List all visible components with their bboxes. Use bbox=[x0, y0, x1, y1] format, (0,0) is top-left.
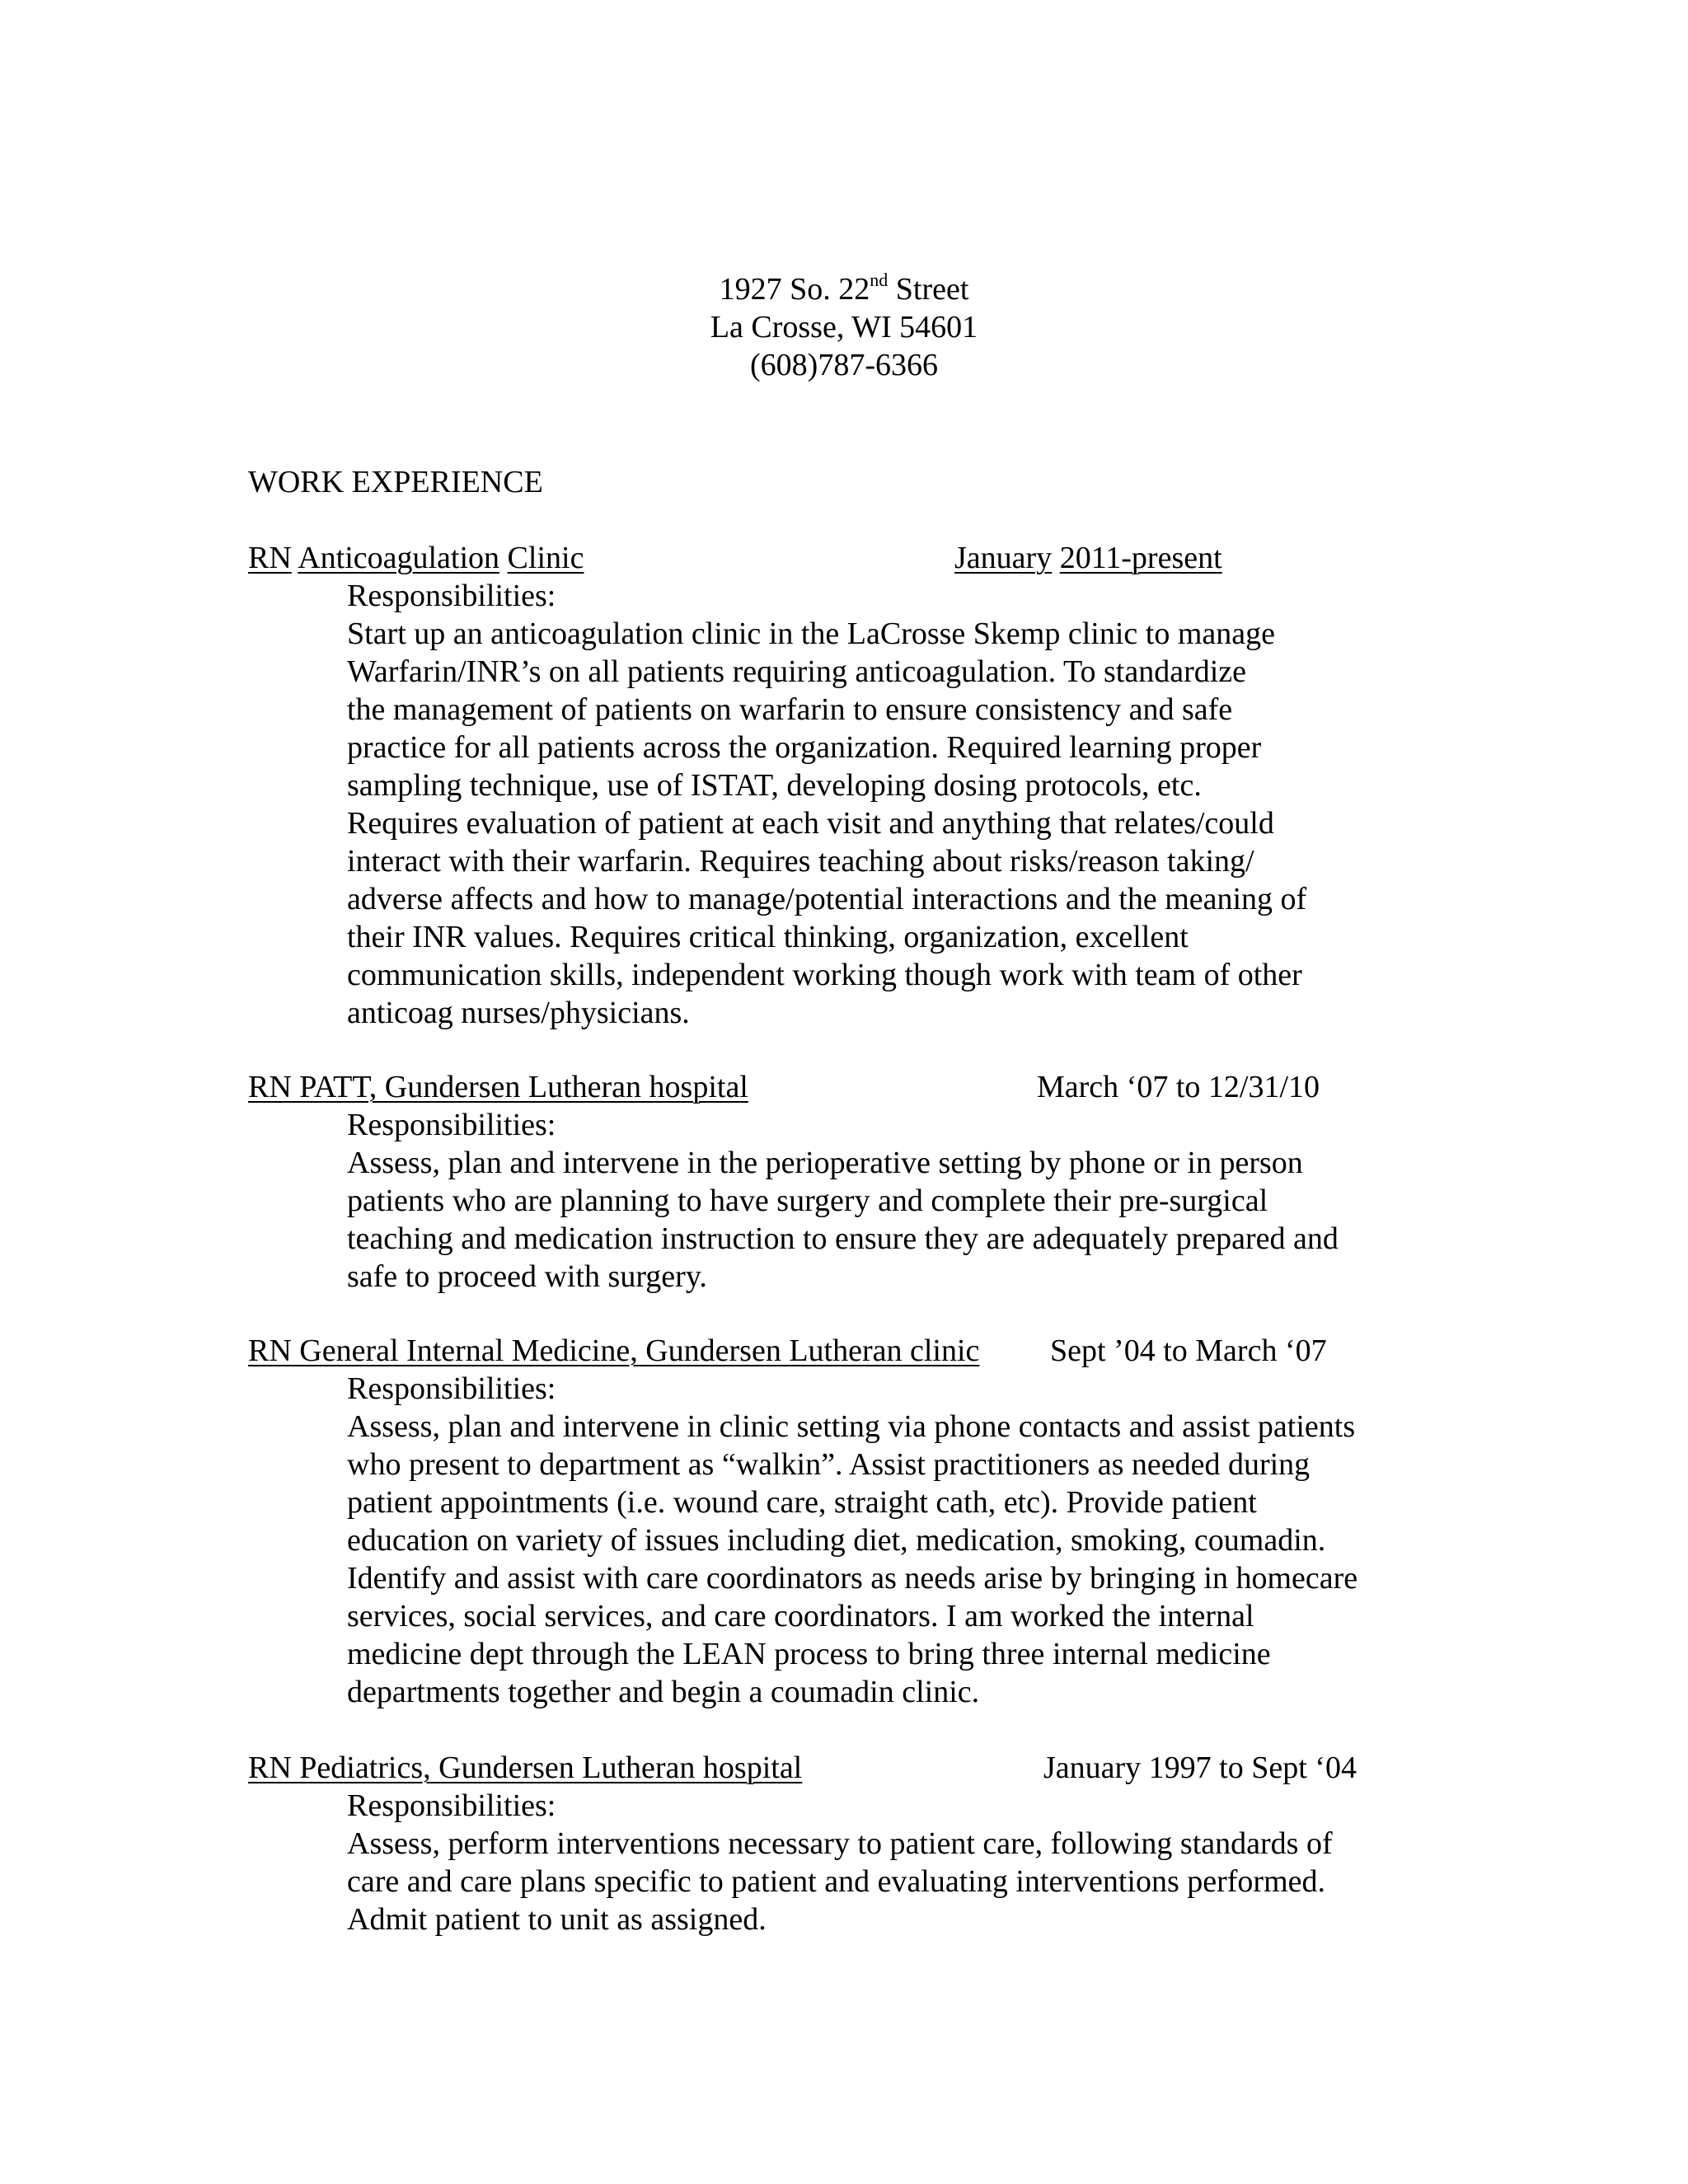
job-body bbox=[347, 1370, 1534, 1711]
responsibilities-label: Responsibilities: bbox=[347, 1371, 556, 1406]
description-line: Warfarin/INR’s on all patients requiring anticoagulation. To standardize bbox=[347, 654, 1247, 689]
responsibilities-label: Responsibilities: bbox=[347, 579, 556, 613]
description-line: departments together and begin a coumadin clinic. bbox=[347, 1675, 980, 1709]
street-number: 1927 So. 22 bbox=[719, 272, 870, 307]
description-line: medicine dept through the LEAN process to bring three internal medicine bbox=[347, 1637, 1271, 1671]
description-line: safe to proceed with surgery. bbox=[347, 1259, 707, 1294]
job-date-part: January bbox=[954, 541, 1053, 575]
job-date bbox=[954, 539, 1222, 577]
description-line: anticoag nurses/physicians. bbox=[347, 996, 690, 1030]
description-line: Admit patient to unit as assigned. bbox=[347, 1902, 767, 1937]
responsibilities-label: Responsibilities: bbox=[347, 1788, 556, 1823]
description-line: Assess, perform interventions necessary to patient care, following standards of bbox=[347, 1826, 1333, 1861]
job-body bbox=[347, 1106, 1534, 1296]
description-line: Requires evaluation of patient at each visit and anything that relates/could bbox=[347, 806, 1274, 841]
description-line: Assess, plan and intervene in clinic setting via phone contacts and assist patients bbox=[347, 1409, 1356, 1444]
job-entry-patt bbox=[248, 1068, 1534, 1296]
description-line: patients who are planning to have surgery and complete their pre-surgical bbox=[347, 1183, 1268, 1218]
street-name: Street bbox=[888, 272, 969, 307]
description-line: practice for all patients across the organization. Required learning proper bbox=[347, 730, 1262, 765]
description-line: care and care plans specific to patient and evaluating interventions performed. bbox=[347, 1864, 1325, 1899]
description-line: education on variety of issues including diet, medication, smoking, coumadin. bbox=[347, 1523, 1326, 1558]
description-line: teaching and medication instruction to ensure they are adequately prepared and bbox=[347, 1221, 1339, 1256]
job-header bbox=[248, 1749, 1534, 1787]
job-entry-pediatrics bbox=[248, 1749, 1534, 1938]
job-title-text: RN Pediatrics, Gundersen Lutheran hospital bbox=[248, 1750, 803, 1785]
job-date: Sept ’04 to March ‘07 bbox=[1050, 1333, 1327, 1368]
street-address bbox=[0, 270, 1688, 308]
description-line: their INR values. Requires critical thinking, organization, excellent bbox=[347, 920, 1189, 954]
job-title-part: RN bbox=[248, 541, 292, 575]
contact-address-block bbox=[0, 270, 1688, 384]
job-entry-internal-medicine bbox=[248, 1332, 1534, 1711]
job-date: January 1997 to Sept ‘04 bbox=[1043, 1750, 1357, 1785]
job-title-text: RN PATT, Gundersen Lutheran hospital bbox=[248, 1070, 748, 1104]
street-ordinal-suffix: nd bbox=[870, 269, 889, 290]
job-entry-anticoagulation bbox=[248, 539, 1534, 1032]
job-body bbox=[347, 577, 1534, 1032]
job-header bbox=[248, 1332, 1534, 1370]
description-line: who present to department as “walkin”. Assist practitioners as needed during bbox=[347, 1447, 1311, 1482]
description-line: services, social services, and care coordinators. I am worked the internal bbox=[347, 1599, 1254, 1633]
phone-number: (608)787-6366 bbox=[750, 348, 938, 382]
description-line: Start up an anticoagulation clinic in the LaCrosse Skemp clinic to manage bbox=[347, 616, 1275, 651]
description-line: Identify and assist with care coordinators as needs arise by bringing in homecare bbox=[347, 1561, 1358, 1596]
job-body bbox=[347, 1787, 1534, 1938]
description-line: Assess, plan and intervene in the perioperative setting by phone or in person bbox=[347, 1146, 1303, 1180]
work-experience-heading: WORK EXPERIENCE bbox=[248, 465, 543, 499]
job-header bbox=[248, 539, 1534, 577]
description-line: sampling technique, use of ISTAT, developing dosing protocols, etc. bbox=[347, 768, 1202, 803]
job-header bbox=[248, 1068, 1534, 1106]
job-title bbox=[248, 1749, 802, 1787]
description-line: patient appointments (i.e. wound care, straight cath, etc). Provide patient bbox=[347, 1485, 1257, 1520]
job-date-part: 2011-present bbox=[1059, 541, 1222, 575]
description-line: adverse affects and how to manage/potential interactions and the meaning of bbox=[347, 882, 1307, 916]
description-line: communication skills, independent working though work with team of other bbox=[347, 958, 1302, 992]
job-title-text: RN General Internal Medicine, Gundersen Lutheran clinic bbox=[248, 1333, 980, 1368]
description-line: interact with their warfarin. Requires teaching about risks/reason taking/ bbox=[347, 844, 1254, 879]
job-title-part: Anticoagulation bbox=[298, 541, 500, 575]
responsibilities-label: Responsibilities: bbox=[347, 1108, 556, 1142]
job-title bbox=[248, 1068, 748, 1106]
job-title-part: Clinic bbox=[507, 541, 584, 575]
description-line: the management of patients on warfarin to ensure consistency and safe bbox=[347, 692, 1233, 727]
job-date: March ‘07 to 12/31/10 bbox=[1037, 1070, 1320, 1104]
city-state-zip: La Crosse, WI 54601 bbox=[710, 310, 978, 344]
job-title bbox=[248, 1332, 979, 1370]
job-title bbox=[248, 539, 584, 577]
